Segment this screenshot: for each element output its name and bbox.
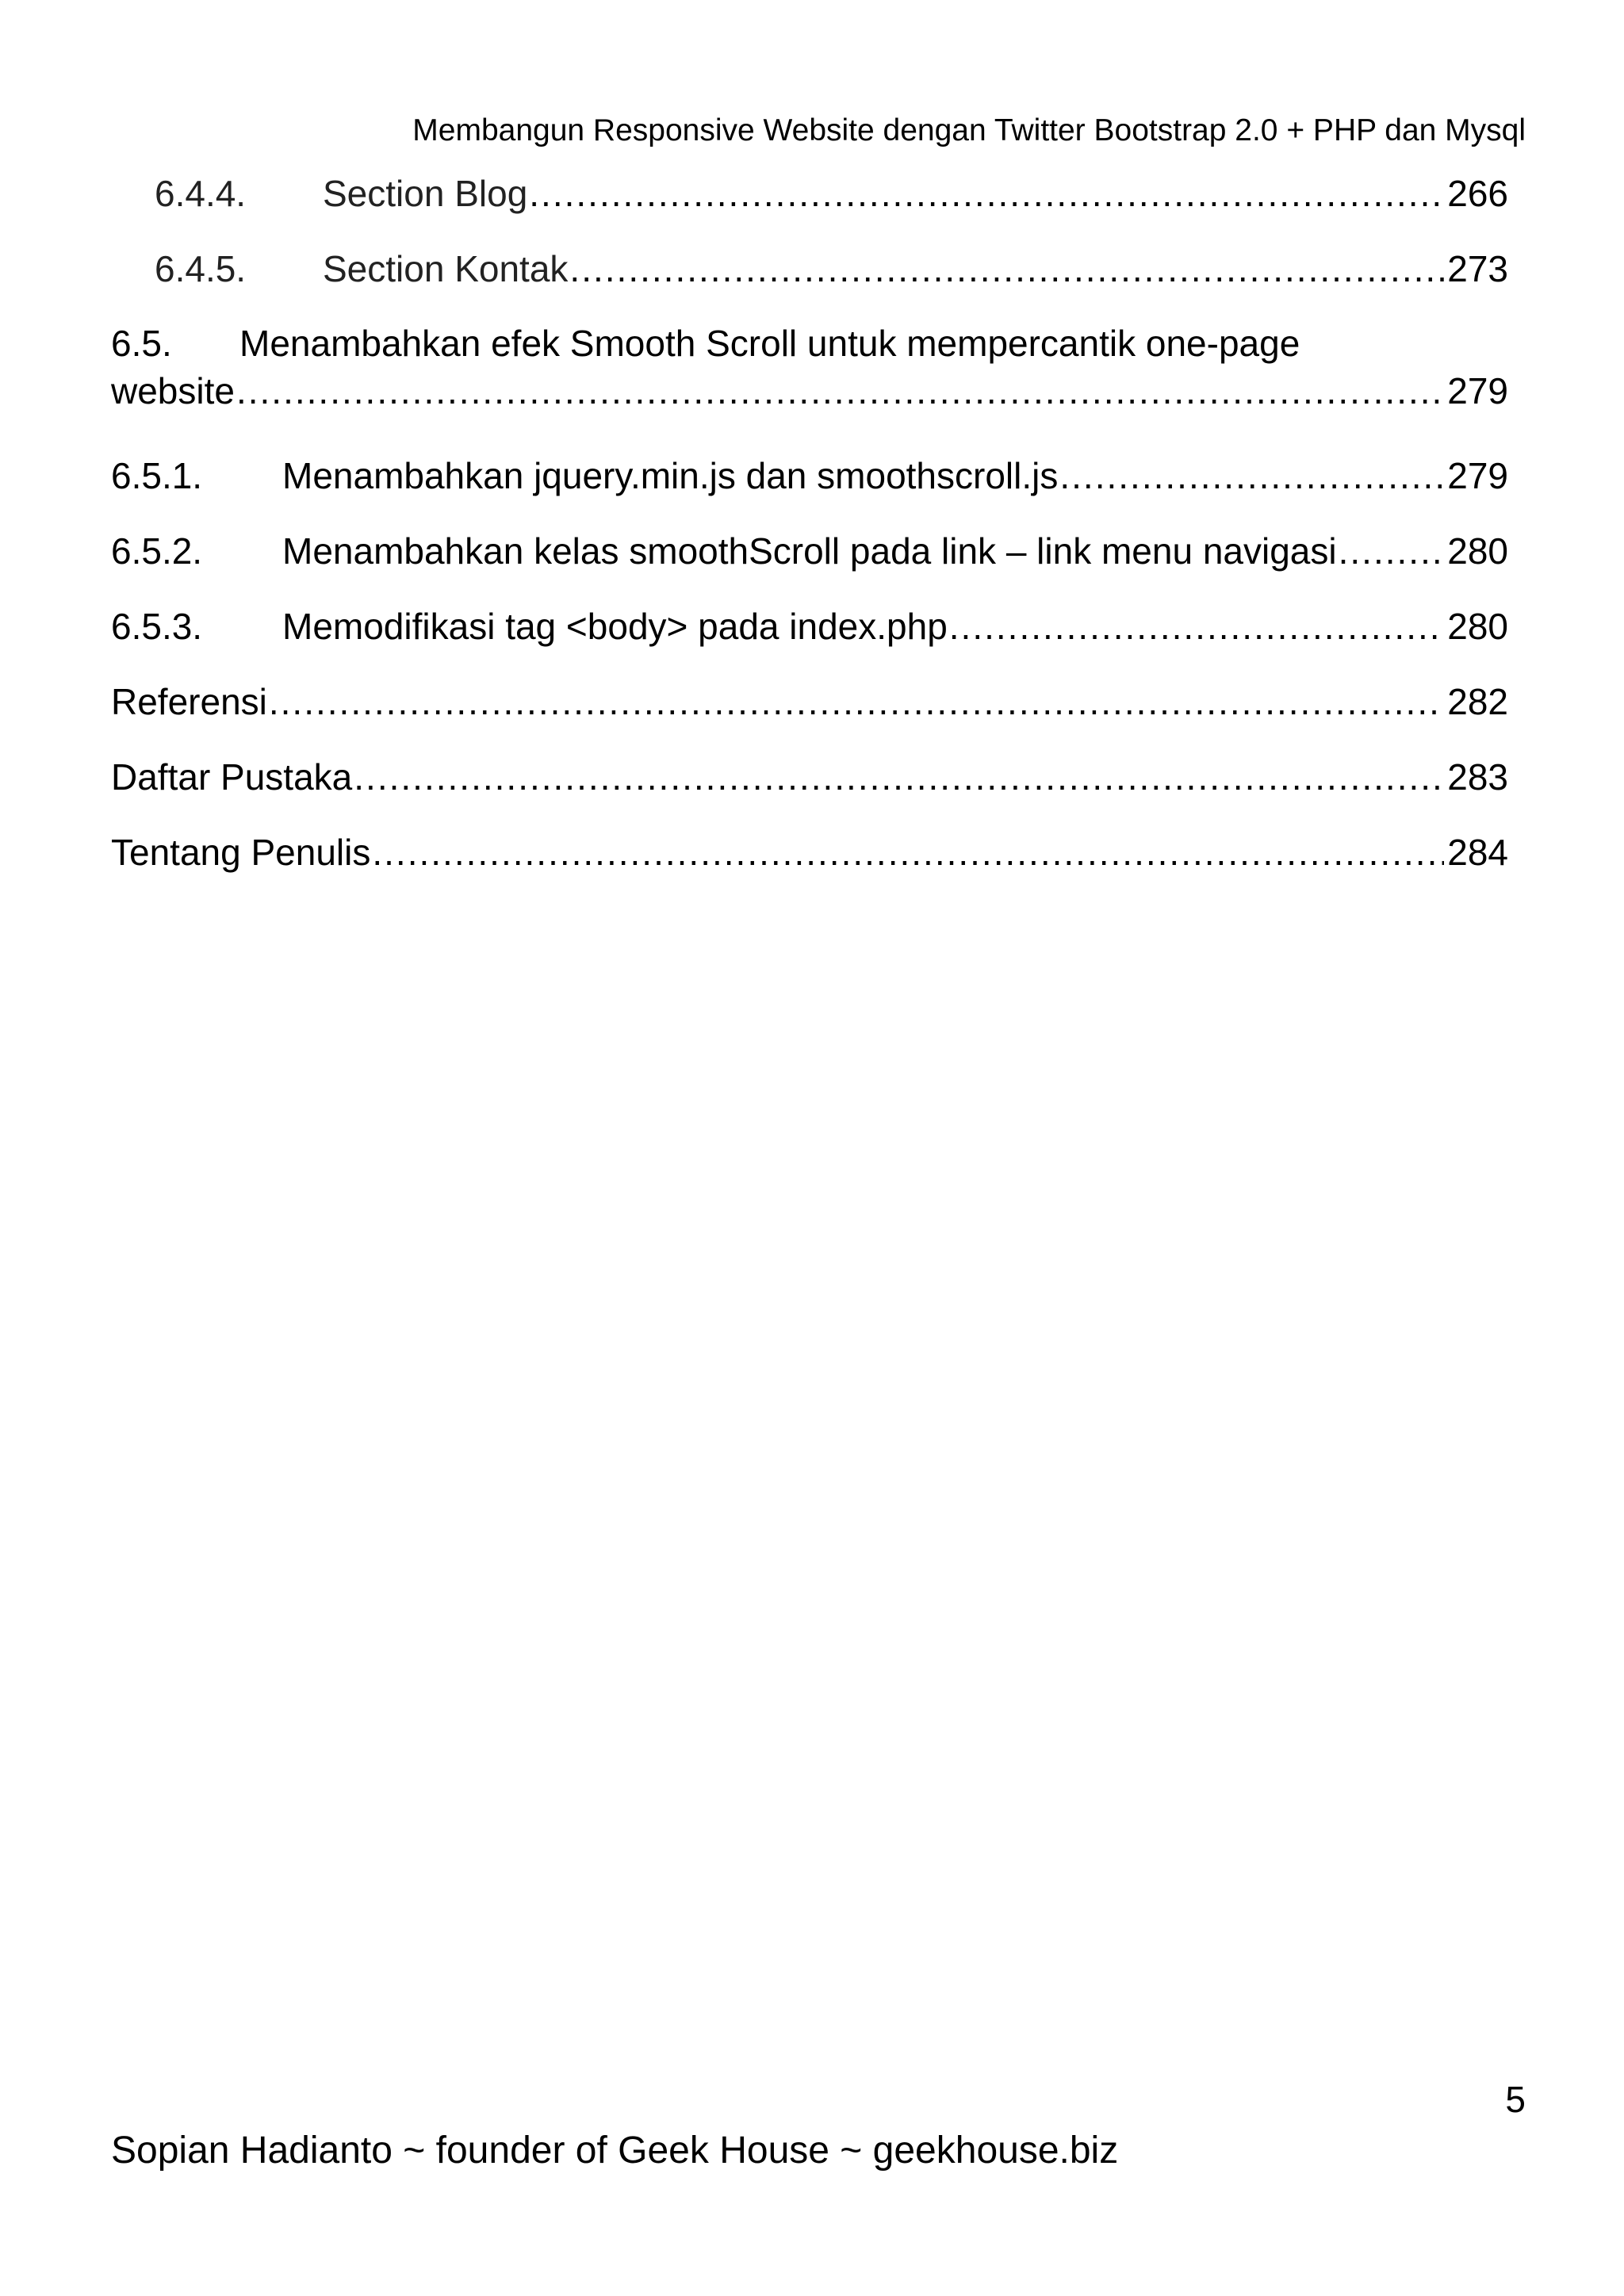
toc-entry-title: Referensi: [111, 681, 267, 722]
dot-leader: [529, 170, 1444, 217]
toc-entry-6-4-4[interactable]: [155, 170, 1508, 217]
running-header: Membangun Responsive Website dengan Twitter Bootstrap 2.0 + PHP dan Mysql: [412, 113, 1526, 147]
toc-entry-title: Section Kontak: [323, 248, 569, 289]
toc-entry-title: Section Blog: [323, 173, 528, 214]
dot-leader: [1339, 527, 1445, 575]
toc-entry-title: Memodifikasi tag <body> pada index.php: [282, 606, 948, 647]
toc-entry-6-5-3[interactable]: [111, 603, 1508, 650]
dot-leader: [1059, 452, 1444, 499]
dot-leader: [236, 367, 1444, 415]
toc-entry-title: Menambahkan kelas smoothScroll pada link – link menu navigasi: [282, 530, 1337, 572]
toc-entry-title-continued: website: [111, 370, 235, 411]
page-number: 5: [1505, 2079, 1526, 2120]
toc-entry-title: Menambahkan jquery.min.js dan smoothscroll.js: [282, 455, 1059, 496]
toc-entry-referensi[interactable]: [111, 678, 1508, 725]
toc-entry-6-5[interactable]: [111, 320, 1508, 415]
toc-entry-number: 6.5.: [111, 323, 172, 364]
toc-entry-number: 6.5.2.: [111, 530, 203, 572]
toc-entry-6-5-2[interactable]: [111, 527, 1508, 575]
toc-entry-page: 266: [1447, 173, 1508, 214]
toc-entry-tentang-penulis[interactable]: [111, 828, 1508, 876]
dot-leader: [949, 603, 1444, 650]
toc-entry-daftar-pustaka[interactable]: [111, 753, 1508, 801]
toc-entry-title: Tentang Penulis: [111, 832, 371, 873]
toc-entry-number: 6.4.4.: [155, 173, 247, 214]
toc-entry-6-4-5[interactable]: [155, 245, 1508, 293]
toc-entry-page: 283: [1447, 756, 1508, 798]
dot-leader: [354, 753, 1444, 801]
dot-leader: [569, 245, 1444, 293]
toc-entry-page: 273: [1447, 248, 1508, 289]
toc-entry-number: 6.4.5.: [155, 248, 247, 289]
toc-entry-page: 280: [1447, 530, 1508, 572]
toc-entry-title: Menambahkan efek Smooth Scroll untuk mempercantik one-page: [239, 323, 1300, 364]
toc-entry-number: 6.5.3.: [111, 606, 203, 647]
toc-entry-number: 6.5.1.: [111, 455, 203, 496]
toc-entry-page: 280: [1447, 606, 1508, 647]
toc-entry-6-5-1[interactable]: [111, 452, 1508, 499]
dot-leader: [372, 828, 1444, 876]
toc-entry-page: 279: [1447, 455, 1508, 496]
toc-entry-page: 282: [1447, 681, 1508, 722]
toc-entry-page: 284: [1447, 832, 1508, 873]
dot-leader: [269, 678, 1444, 725]
running-footer: Sopian Hadianto ~ founder of Geek House ~ geekhouse.biz: [111, 2130, 1119, 2172]
toc-entry-title: Daftar Pustaka: [111, 756, 353, 798]
toc-entry-page: 279: [1447, 370, 1508, 411]
